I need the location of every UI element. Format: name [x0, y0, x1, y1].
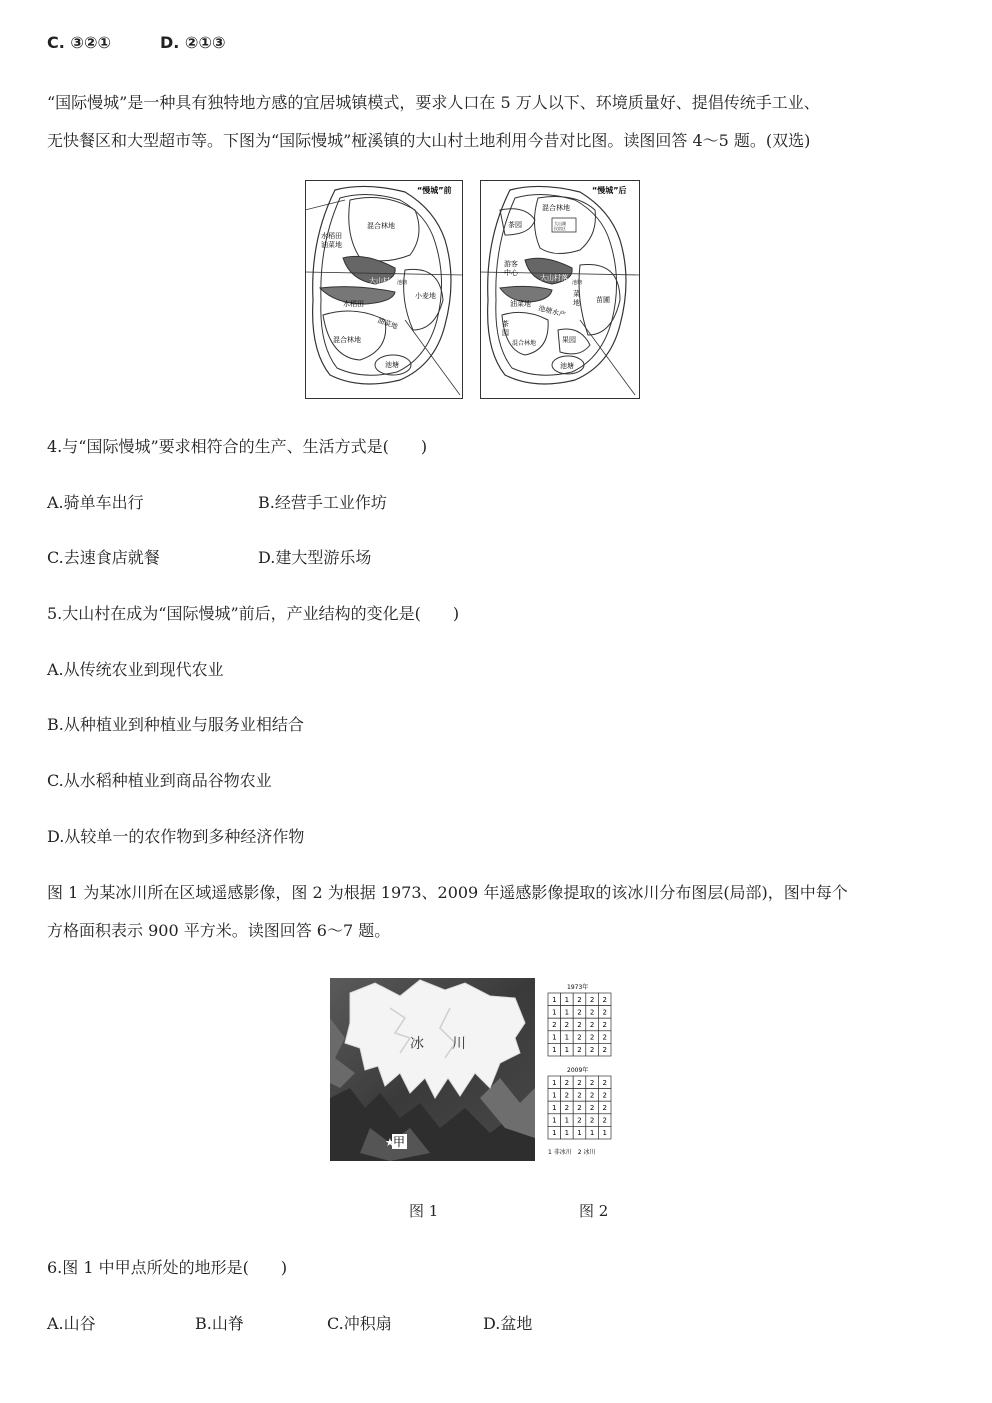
grid-cell-value: 2	[589, 1078, 595, 1087]
grid-cell-value: 1	[552, 995, 557, 1004]
grid-cell-value: 2	[589, 1116, 595, 1125]
q5-option-d: D.从较单一的农作物到多种经济作物	[47, 827, 305, 846]
figure-2-caption: 图 2	[579, 1202, 609, 1220]
grid-cell-value: 2	[589, 1033, 595, 1042]
map-before-title: “慢城”前	[417, 186, 452, 195]
q6-option-b: B.山脊	[195, 1314, 244, 1333]
q4-stem: 4.与“国际慢城”要求相符合的生产、生活方式是( )	[47, 437, 428, 456]
grid-cell-value: 1	[552, 1129, 557, 1138]
grid-cell-value: 2	[602, 1078, 607, 1087]
grid-cell-value: 1	[577, 1129, 582, 1138]
grid-cell-value: 1	[589, 1129, 595, 1138]
grid-cell-value: 1	[564, 1033, 570, 1042]
map-after-label: 池塘水产	[537, 304, 567, 320]
intro1-line1: “国际慢城”是一种具有独特地方感的宜居城镇模式，要求人口在 5 万人以下、环境质量好、提倡传统手工业、	[47, 93, 820, 112]
grid-cell-value: 2	[602, 1104, 607, 1112]
map-before-label: 大山村落	[369, 277, 397, 285]
grid-cell-value: 1	[564, 1129, 570, 1138]
map-after-label: 茶园	[508, 221, 522, 229]
glacier-label-2: 川	[452, 1036, 466, 1052]
grid-cell-value: 2	[564, 1021, 570, 1029]
grid-cell-value: 2	[589, 1008, 595, 1017]
grid-cell-value: 2	[602, 1116, 607, 1125]
map-after-label: 中心	[504, 269, 518, 277]
q5-option-a: A.从传统农业到现代农业	[47, 660, 224, 679]
q6-stem: 6.图 1 中甲点所处的地形是( )	[47, 1258, 288, 1277]
grid-cell-value: 2	[577, 1046, 582, 1055]
grid-cell-value: 2	[602, 1021, 607, 1029]
map-after-label: 菜	[573, 290, 580, 298]
grid-cell-value: 1	[552, 1091, 557, 1100]
grid-cell-value: 2	[564, 1078, 570, 1087]
figure-1-caption: 图 1	[409, 1202, 439, 1220]
intro1-line2: 无快餐区和大型超市等。下图为“国际慢城”桠溪镇的大山村土地利用今昔对比图。读图回答 4～5 题。(双选)	[47, 131, 811, 150]
grid-cell-value: 2	[577, 1078, 582, 1087]
map-after-label: 茶	[502, 320, 509, 328]
map-before-label: 油菜地	[376, 316, 399, 332]
map-before-label: 池塘	[397, 280, 408, 286]
grid-cell-value: 1	[552, 1116, 557, 1125]
point-star-icon: ★	[385, 1136, 395, 1149]
grid-cell-value: 1	[564, 1116, 570, 1125]
grid-cell-value: 2	[577, 1033, 582, 1042]
glacier-label-1: 冰	[410, 1036, 424, 1052]
grid-cell-value: 2	[602, 1046, 607, 1055]
grid-cell-value: 2	[577, 1021, 582, 1029]
grid-cell-value: 1	[552, 1078, 557, 1087]
map-before-label: 水稻田	[321, 232, 342, 240]
point-jia-label: 甲	[393, 1135, 406, 1149]
grid-1973-title: 1973年	[567, 984, 589, 991]
grid-cell-value: 2	[564, 1091, 570, 1100]
figure-1-satellite-image	[330, 978, 535, 1165]
q6-option-a: A.山谷	[47, 1314, 96, 1333]
map-after-label: 大山湖	[554, 221, 566, 226]
q5-stem: 5.大山村在成为“国际慢城”前后，产业结构的变化是( )	[47, 604, 460, 623]
grid-cell-value: 1	[564, 1008, 570, 1017]
map-after-label: 果园	[562, 336, 576, 344]
figure-2-grid-layers	[545, 980, 617, 1164]
q4-option-c: C.去速食店就餐	[47, 548, 160, 567]
grid-cell-value: 1	[552, 1008, 557, 1017]
q5-option-b: B.从种植业到种植业与服务业相结合	[47, 715, 304, 734]
grid-cell-value: 2	[602, 1008, 607, 1017]
grid-cell-value: 2	[589, 1091, 595, 1100]
map-after-title: “慢城”后	[592, 186, 627, 195]
map-after-label: 游客	[504, 260, 518, 268]
grid-cell-value: 1	[552, 1046, 557, 1055]
map-before-label: 水稻田	[343, 300, 364, 308]
map-after-label: 池塘	[572, 280, 583, 286]
grid-cell-value: 2	[552, 1021, 557, 1029]
map-before-label: 混合林地	[333, 336, 361, 344]
grid-cell-value: 2	[602, 1091, 607, 1100]
q5-option-c: C.从水稻种植业到商品谷物农业	[47, 771, 272, 790]
grid-cell-value: 2	[577, 1104, 582, 1112]
map-before-label: 池塘	[385, 361, 399, 369]
grid-cell-value: 2	[589, 1046, 595, 1055]
intro2-line1: 图 1 为某冰川所在区域遥感影像，图 2 为根据 1973、2009 年遥感影像提取的该冰川分布图层(局部)，图中每个	[47, 883, 848, 902]
grid-cell-value: 2	[577, 995, 582, 1004]
grid-cell-value: 2	[564, 1104, 570, 1112]
q4-option-d: D.建大型游乐场	[258, 548, 372, 567]
q6-option-d: D.盆地	[483, 1314, 533, 1333]
grid-cell-value: 2	[577, 1008, 582, 1017]
grid-cell-value: 1	[602, 1129, 607, 1138]
map-after-label: 池塘	[560, 362, 574, 370]
map-after-label: 民宿区	[554, 226, 566, 231]
grid-2009	[548, 1076, 611, 1139]
map-before-label: 混合林地	[367, 222, 395, 230]
map-after-label: 苗圃	[596, 296, 610, 304]
grid-cell-value: 1	[564, 995, 570, 1004]
grid-1973	[548, 993, 611, 1056]
map-after-label: 混合林地	[512, 340, 537, 347]
grid-cell-value: 1	[552, 1033, 557, 1042]
map-before	[305, 180, 463, 403]
grid-cell-value: 2	[577, 1116, 582, 1125]
grid-cell-value: 1	[564, 1046, 570, 1055]
grid-2009-title: 2009年	[567, 1067, 589, 1074]
grid-cell-value: 2	[589, 1104, 595, 1112]
map-after-label: 大山村落	[540, 274, 568, 282]
grid-cell-value: 2	[602, 995, 607, 1004]
grid-cell-value: 2	[589, 1021, 595, 1029]
grid-legend: 1 非冰川 2 冰川	[548, 1149, 596, 1156]
option-c: C. ③②①	[47, 33, 112, 52]
map-after-label: 混合林地	[542, 204, 570, 212]
grid-cell-value: 2	[577, 1091, 582, 1100]
q6-option-c: C.冲积扇	[327, 1314, 392, 1333]
map-after-label: 油菜地	[510, 300, 531, 308]
grid-cell-value: 2	[589, 995, 595, 1004]
grid-cell-value: 2	[602, 1033, 607, 1042]
map-after-label: 园	[502, 329, 509, 337]
intro2-line2: 方格面积表示 900 平方米。读图回答 6～7 题。	[47, 921, 391, 940]
map-after-label: 地	[573, 299, 580, 307]
map-after	[480, 180, 640, 403]
option-d: D. ②①③	[160, 33, 226, 52]
map-before-label: 油菜地	[321, 241, 342, 249]
q4-option-b: B.经营手工业作坊	[258, 493, 387, 512]
grid-cell-value: 1	[552, 1104, 557, 1112]
map-before-label: 小麦地	[415, 292, 436, 300]
q4-option-a: A.骑单车出行	[47, 493, 144, 512]
